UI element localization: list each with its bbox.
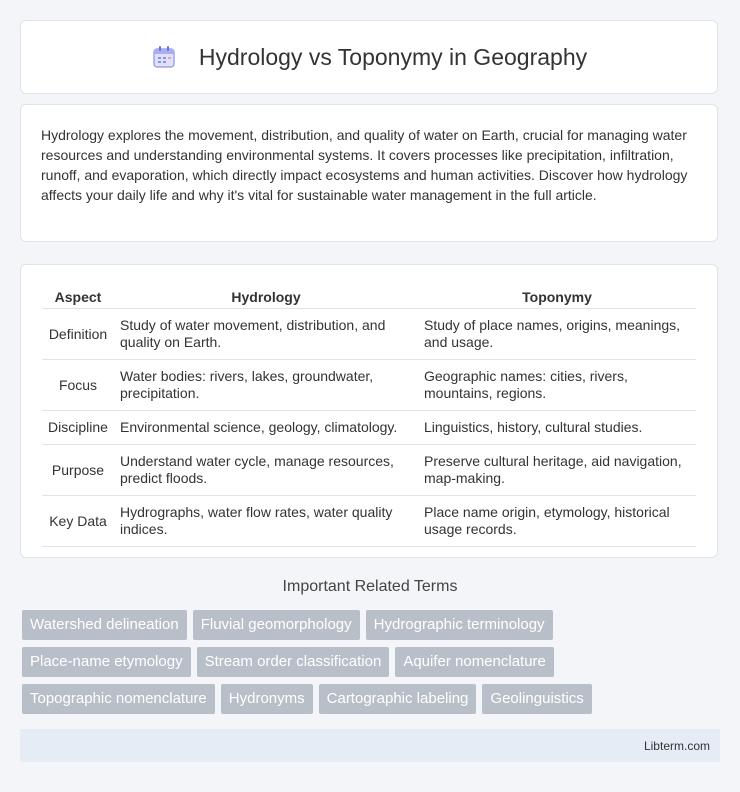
term-tag[interactable]: Cartographic labeling <box>319 684 477 714</box>
toponymy-cell: Geographic names: cities, rivers, mountains, regions. <box>418 360 696 411</box>
calendar-icon <box>151 44 177 70</box>
hydrology-cell: Study of water movement, distribution, and quality on Earth. <box>114 309 418 360</box>
hydrology-cell: Understand water cycle, manage resources, predict floods. <box>114 445 418 496</box>
aspect-cell: Focus <box>42 360 114 411</box>
intro-text: Hydrology explores the movement, distribution, and quality of water on Earth, crucial for managing water resources and understanding environmental systems. It covers processes like precipitation, infiltration, runoff, and evaporation, which directly impact ecosystems and human activities. Discover how hydrology affects your daily life and why it's vital for sustainable water management in the full article. <box>41 127 688 203</box>
intro-card <box>20 104 718 242</box>
footer-link[interactable]: Libterm.com <box>643 738 710 753</box>
toponymy-cell: Place name origin, etymology, historical usage records. <box>418 496 696 547</box>
related-terms-title: Important Related Terms <box>282 578 458 595</box>
term-tag[interactable]: Watershed delineation <box>22 610 187 640</box>
hydrology-cell: Hydrographs, water flow rates, water quality indices. <box>114 496 418 547</box>
term-tag[interactable]: Place-name etymology <box>22 647 191 677</box>
comparison-card <box>20 264 718 558</box>
toponymy-cell: Linguistics, history, cultural studies. <box>418 411 696 445</box>
column-header-hydrology: Hydrology <box>114 285 418 309</box>
table-row <box>42 360 696 411</box>
term-tag[interactable]: Stream order classification <box>197 647 390 677</box>
comparison-table <box>42 285 696 547</box>
column-header-aspect: Aspect <box>42 285 114 309</box>
term-tag[interactable]: Geolinguistics <box>482 684 591 714</box>
page-title: Hydrology vs Toponymy in Geography <box>198 43 588 70</box>
term-tag[interactable]: Hydrographic terminology <box>366 610 553 640</box>
hydrology-cell: Environmental science, geology, climatology. <box>114 411 418 445</box>
toponymy-cell: Study of place names, origins, meanings, and usage. <box>418 309 696 360</box>
term-tag[interactable]: Fluvial geomorphology <box>193 610 360 640</box>
aspect-cell: Purpose <box>42 445 114 496</box>
header-card <box>20 20 718 94</box>
hydrology-cell: Water bodies: rivers, lakes, groundwater, precipitation. <box>114 360 418 411</box>
column-header-toponymy: Toponymy <box>418 285 696 309</box>
term-tag[interactable]: Topographic nomenclature <box>22 684 215 714</box>
toponymy-cell: Preserve cultural heritage, aid navigation, map-making. <box>418 445 696 496</box>
aspect-cell: Definition <box>42 309 114 360</box>
footer <box>20 729 720 762</box>
table-row <box>42 309 696 360</box>
aspect-cell: Key Data <box>42 496 114 547</box>
term-tag[interactable]: Aquifer nomenclature <box>395 647 554 677</box>
table-row <box>42 496 696 547</box>
term-tag[interactable]: Hydronyms <box>221 684 313 714</box>
table-row <box>42 445 696 496</box>
aspect-cell: Discipline <box>42 411 114 445</box>
table-header-row <box>42 285 696 309</box>
table-row <box>42 411 696 445</box>
related-terms-list <box>22 610 722 721</box>
